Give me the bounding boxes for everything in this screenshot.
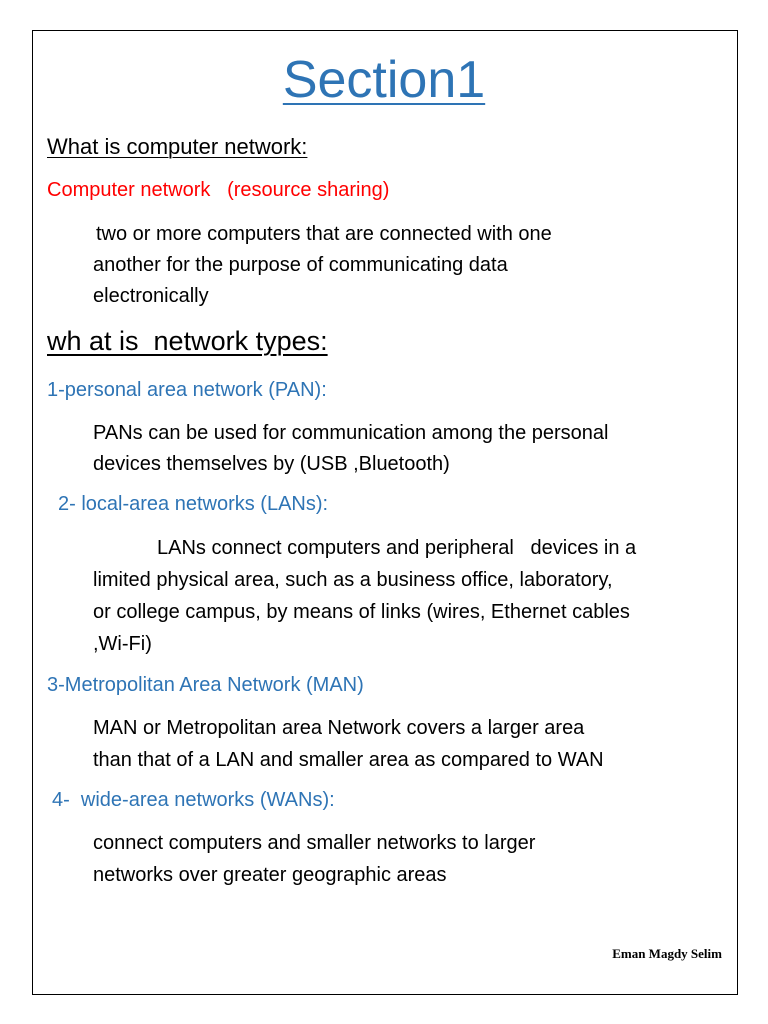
network-type-line: than that of a LAN and smaller area as compared to WAN — [93, 749, 604, 771]
section-heading: wh at is network types: — [47, 326, 328, 356]
network-type-title: 2- local-area networks (LANs): — [58, 493, 329, 515]
question-heading: What is computer network: — [47, 134, 308, 159]
network-type-title: 4- wide-area networks (WANs): — [52, 789, 335, 811]
network-type-line: connect computers and smaller networks to larger — [93, 832, 536, 854]
network-type-line: or college campus, by means of links (wires, Ethernet cables — [93, 601, 630, 623]
term-label: Computer network (resource sharing) — [47, 179, 390, 201]
network-type-line: LANs connect computers and peripheral devices in a — [157, 537, 637, 559]
definition-line: two or more computers that are connected with one — [96, 223, 552, 245]
author-signature: Eman Magdy Selim — [612, 946, 722, 961]
definition-line: another for the purpose of communicating data — [93, 254, 508, 276]
definition-line: electronically — [93, 285, 209, 307]
network-type-line: devices themselves by (USB ,Bluetooth) — [93, 453, 450, 475]
network-type-line: ,Wi-Fi) — [93, 633, 152, 655]
network-type-line: limited physical area, such as a business office, laboratory, — [93, 569, 613, 591]
network-type-line: MAN or Metropolitan area Network covers a larger area — [93, 717, 585, 739]
network-type-title: 1-personal area network (PAN): — [47, 379, 327, 401]
network-type-line: PANs can be used for communication among the personal — [93, 422, 609, 444]
network-type-line: networks over greater geographic areas — [93, 864, 447, 886]
network-type-title: 3-Metropolitan Area Network (MAN) — [47, 674, 364, 696]
page-title: Section1 — [282, 51, 486, 109]
